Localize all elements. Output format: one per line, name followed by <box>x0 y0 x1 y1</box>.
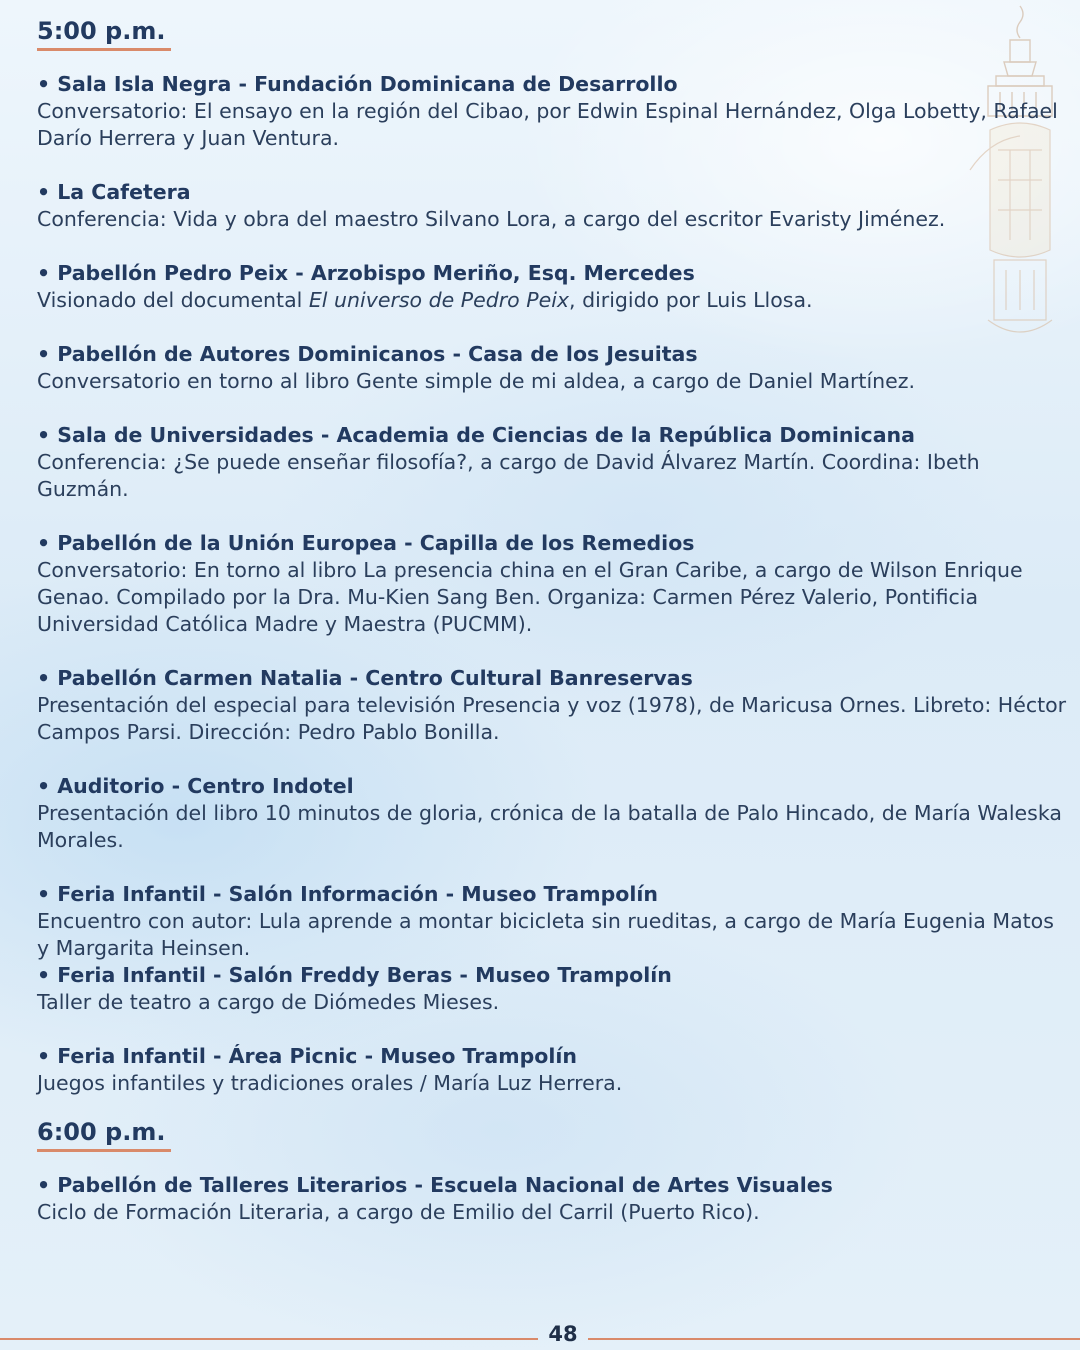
event-item <box>37 530 1072 638</box>
time-heading-5pm: 5:00 p.m. <box>37 14 171 51</box>
event-item <box>37 962 1072 1016</box>
event-item <box>37 422 1072 503</box>
footer-rule-left <box>0 1338 538 1340</box>
documentary-title: El universo de Pedro Peix <box>308 288 570 312</box>
event-title: • Pabellón de Talleres Literarios - Escuela Nacional de Artes Visuales <box>37 1173 833 1197</box>
event-description <box>37 287 1072 314</box>
event-item <box>37 71 1072 152</box>
event-item <box>37 881 1072 962</box>
description-text: , dirigido por Luis Llosa. <box>569 288 813 312</box>
event-item <box>37 773 1072 854</box>
event-title: • Feria Infantil - Salón Información - Museo Trampolín <box>37 882 658 906</box>
event-item <box>37 179 1072 233</box>
event-title: • Pabellón Carmen Natalia - Centro Cultural Banreservas <box>37 666 693 690</box>
agenda-content <box>37 14 1072 1226</box>
event-description: Conversatorio: En torno al libro La presencia china en el Gran Caribe, a cargo de Wilson Enrique Genao. Compilado por la Dra. Mu-Kien Sang Ben. Organiza: Carmen Pérez Valerio, Pontificia Universidad Católica Madre y Maestra (PUCMM). <box>37 558 1023 636</box>
event-description: Conferencia: Vida y obra del maestro Silvano Lora, a cargo del escritor Evaristy Jiménez. <box>37 207 946 231</box>
event-description: Presentación del libro 10 minutos de gloria, crónica de la batalla de Palo Hincado, de María Waleska Morales. <box>37 801 1062 852</box>
footer-rule-right <box>588 1338 1080 1340</box>
event-description: Encuentro con autor: Lula aprende a montar bicicleta sin rueditas, a cargo de María Eugenia Matos y Margarita Heinsen. <box>37 909 1054 960</box>
event-title: • Auditorio - Centro Indotel <box>37 774 354 798</box>
event-title: • Sala de Universidades - Academia de Ciencias de la República Dominicana <box>37 423 915 447</box>
time-heading-6pm: 6:00 p.m. <box>37 1115 171 1152</box>
event-title: • Sala Isla Negra - Fundación Dominicana de Desarrollo <box>37 72 678 96</box>
event-title: • Pabellón de Autores Dominicanos - Casa de los Jesuitas <box>37 342 698 366</box>
event-description: Presentación del especial para televisión Presencia y voz (1978), de Maricusa Ornes. Libreto: Héctor Campos Parsi. Dirección: Pedro Pablo Bonilla. <box>37 693 1067 744</box>
event-item <box>37 341 1072 395</box>
event-title: • La Cafetera <box>37 180 191 204</box>
event-item <box>37 1043 1072 1097</box>
event-description: Conferencia: ¿Se puede enseñar filosofía?, a cargo de David Álvarez Martín. Coordina: Ibeth Guzmán. <box>37 450 980 501</box>
event-description: Juegos infantiles y tradiciones orales / María Luz Herrera. <box>37 1071 623 1095</box>
event-item <box>37 665 1072 746</box>
page-footer <box>0 1320 1080 1350</box>
event-title: • Pabellón Pedro Peix - Arzobispo Meriño, Esq. Mercedes <box>37 261 695 285</box>
description-text: Visionado del documental <box>37 288 309 312</box>
event-item <box>37 1172 1072 1226</box>
event-title: • Feria Infantil - Área Picnic - Museo Trampolín <box>37 1044 577 1068</box>
event-description: Ciclo de Formación Literaria, a cargo de Emilio del Carril (Puerto Rico). <box>37 1200 760 1224</box>
event-item <box>37 260 1072 314</box>
event-description: Conversatorio: El ensayo en la región del Cibao, por Edwin Espinal Hernández, Olga Lobetty, Rafael Darío Herrera y Juan Ventura. <box>37 99 1058 150</box>
event-description: Taller de teatro a cargo de Diómedes Mieses. <box>37 990 500 1014</box>
event-title: • Feria Infantil - Salón Freddy Beras - Museo Trampolín <box>37 963 672 987</box>
event-description: Conversatorio en torno al libro Gente simple de mi aldea, a cargo de Daniel Martínez. <box>37 369 916 393</box>
page-number: 48 <box>548 1322 578 1346</box>
event-title: • Pabellón de la Unión Europea - Capilla de los Remedios <box>37 531 695 555</box>
